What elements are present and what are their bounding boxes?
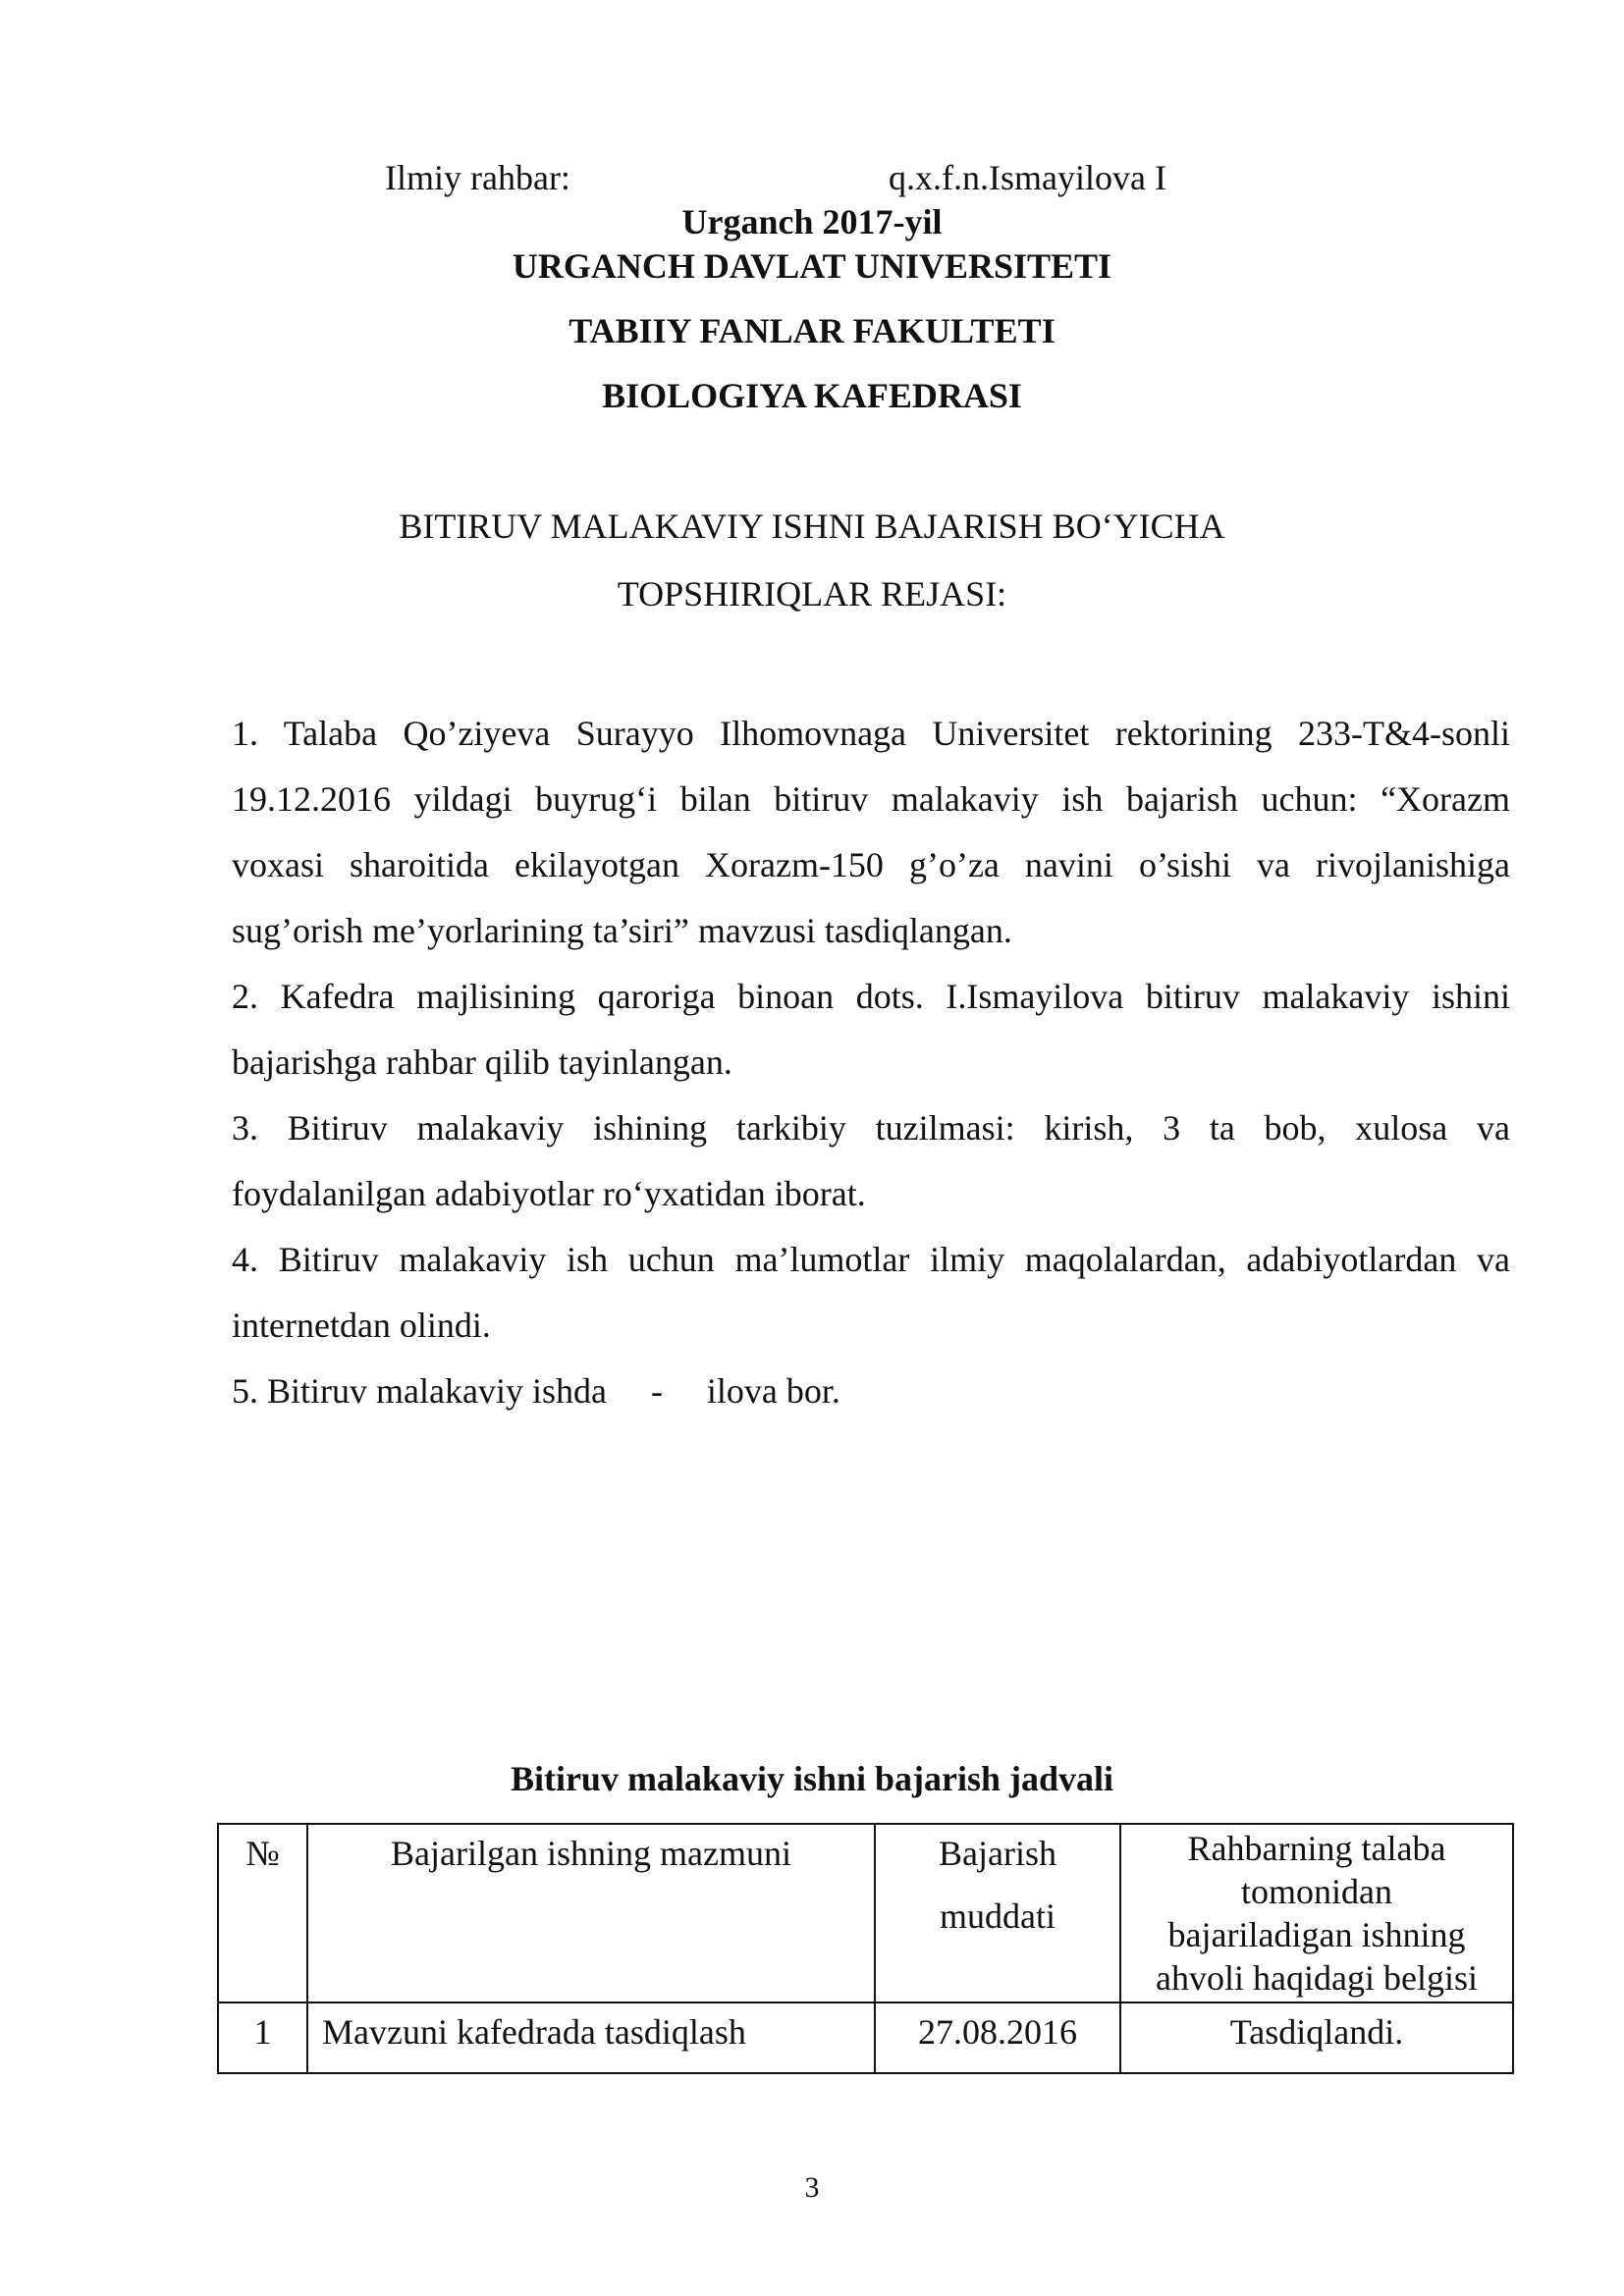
university-name: URGANCH DAVLAT UNIVERSITETI — [512, 246, 1112, 286]
paragraph-3-line-1: 3. Bitiruv malakaviy ishining tarkibiy tuzilmasi: kirish, 3 ta bob, xulosa va — [232, 1108, 1510, 1148]
paragraph-1-line-3: voxasi sharoitida ekilayotgan Xorazm-150 g’o’za navini o’sishi va rivojlanishiga — [232, 845, 1510, 884]
header-supervisor-mark — [1120, 1824, 1513, 2002]
header-content: Bajarilgan ishning mazmuni — [307, 1824, 875, 2002]
header-number: № — [218, 1824, 307, 2002]
table-row — [218, 2002, 1513, 2073]
paragraph-2-line-2: bajarishga rahbar qilib tayinlangan. — [232, 1042, 732, 1082]
paragraph-4-line-1: 4. Bitiruv malakaviy ish uchun ma’lumotlar ilmiy maqolalardan, adabiyotlardan va — [232, 1240, 1510, 1279]
header-mark-line-4: ahvoli haqidagi belgisi — [1156, 1958, 1478, 1998]
city-year: Urganch 2017-yil — [681, 202, 943, 241]
header-mark-line-1: Rahbarning talaba — [1187, 1829, 1446, 1868]
paragraph-4-line-2: internetdan olindi. — [232, 1306, 491, 1345]
header-deadline-line-1: Bajarish — [939, 1834, 1056, 1873]
header-mark-line-3: bajariladigan ishning — [1167, 1915, 1466, 1954]
paragraph-3-line-2: foydalanilgan adabiyotlar ro‘yxatidan iborat. — [232, 1174, 866, 1213]
paragraph-1-line-1: 1. Talaba Qo’ziyeva Surayyo Ilhomovnaga Universitet rektorining 233-T&4-sonli — [232, 714, 1510, 753]
paragraph-1-line-2: 19.12.2016 yildagi buyrug‘i bilan bitiruv malakaviy ish bajarish uchun: “Xorazm — [232, 779, 1510, 819]
row-number: 1 — [218, 2002, 307, 2073]
schedule-table — [217, 1823, 1514, 2074]
row-content: Mavzuni kafedrada tasdiqlash — [307, 2002, 875, 2073]
supervisor-name: q.x.f.n.Ismayilova I — [889, 158, 1166, 197]
row-mark: Tasdiqlandi. — [1120, 2002, 1513, 2073]
paragraph-1-line-4: sug’orish me’yorlarining ta’siri” mavzusi tasdiqlangan. — [232, 911, 1012, 950]
faculty-name: TABIIY FANLAR FAKULTETI — [568, 311, 1056, 350]
header-mark-line-2: tomonidan — [1241, 1872, 1392, 1911]
supervisor-label: Ilmiy rahbar: — [385, 158, 570, 197]
row-deadline: 27.08.2016 — [875, 2002, 1120, 2073]
header-deadline — [875, 1824, 1120, 2002]
plan-title-line-1: BITIRUV MALAKAVIY ISHNI BAJARISH BO‘YICHA — [399, 507, 1225, 546]
page-number: 3 — [804, 2171, 820, 2204]
table-title: Bitiruv malakaviy ishni bajarish jadvali — [510, 1759, 1114, 1798]
plan-title-line-2: TOPSHIRIQLAR REJASI: — [617, 574, 1007, 614]
header-deadline-line-2: muddati — [940, 1896, 1056, 1936]
paragraph-5: 5. Bitiruv malakaviy ishda - ilova bor. — [232, 1371, 840, 1411]
paragraph-2-line-1: 2. Kafedra majlisining qaroriga binoan dots. I.Ismayilova bitiruv malakaviy ishini — [232, 977, 1510, 1016]
department-name: BIOLOGIYA KAFEDRASI — [602, 376, 1022, 415]
table-header-row — [218, 1824, 1513, 2002]
